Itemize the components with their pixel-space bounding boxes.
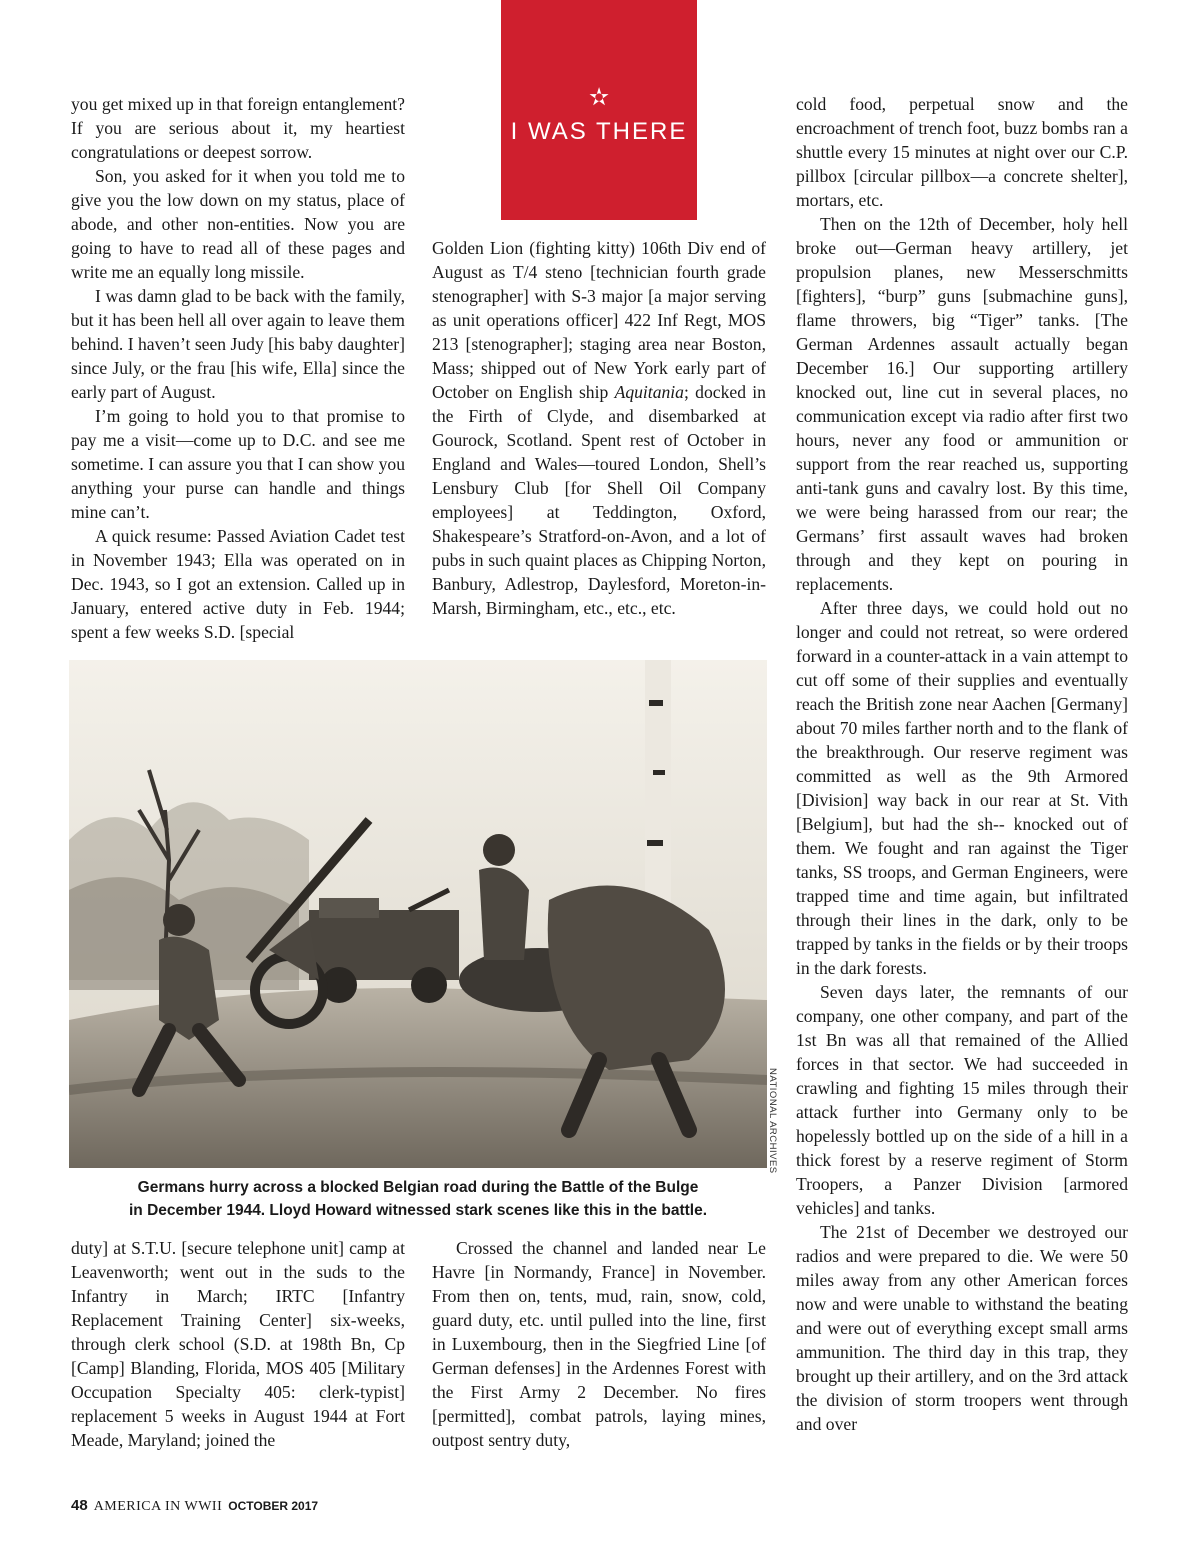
photo-credit xyxy=(764,1068,804,1174)
paragraph: cold food, perpetual snow and the encroachment of trench foot, buzz bombs ran a shuttle every 15 minutes at night over our C.P. pillbox [circular pillbox—a concrete shelter], mortars, etc. xyxy=(796,94,1128,210)
paragraph: I was damn glad to be back with the family, but it has been hell all over again to leave them behind. I haven’t seen Judy [his baby daughter] since July, or the frau [his wife, Ella] since the early part of August. xyxy=(71,286,405,402)
ship-name: Aquitania xyxy=(614,382,684,402)
column-1-bottom xyxy=(71,1236,405,1452)
paragraph: The 21st of December we destroyed our radios and were prepared to die. We were 50 miles away from any other American forces now and were unable to withstand the beating and were out of everything except small arms ammunition. The third day in this trap, they brought up their artillery, and on the 3rd attack the division of storm troopers went through and over xyxy=(796,1222,1128,1434)
column-2-bottom xyxy=(432,1236,766,1452)
paragraph: Crossed the channel and landed near Le Havre [in Normandy, France] in November. From then on, tents, mud, rain, snow, cold, guard duty, etc. until pulled into the line, first in Luxembourg, then in the Siegfried Line [of German defenses] in the Ardennes Forest with the First Army 2 December. No fires [permitted], combat patrols, laying mines, outpost sentry duty, xyxy=(432,1238,766,1450)
section-banner xyxy=(501,0,697,220)
paragraph: After three days, we could hold out no longer and could not retreat, so were ordered forward in a counter-attack in a vain attempt to cut off some of their supplies and eventually reach the British zone near Aachen [Germany] about 70 miles farther north and to the flank of the breakthrough. Our reserve regiment was committed as well as the 9th Armored [Division] way back in our rear at St. Vith [Belgium], but had the sh-- knocked out of them. We fought and ran against the Tiger tanks, SS troops, and German Engineers, were trapped time and time again, but infiltrated through their lines in the dark, only to be trapped by tanks in the fields or by their troops in the dark forests. xyxy=(796,598,1128,978)
paragraph: duty] at S.T.U. [secure telephone unit] camp at Leavenworth; went out in the suds to the Infantry in March; IRTC [Infantry Replacement Training Center] six-weeks, through clerk school (S.D. at 198th Bn, Cp [Camp] Blanding, Florida, MOS 405 [Military Occupation Specialty 405: clerk-typist] replacement 5 weeks in August 1944 at Fort Meade, Maryland; joined the xyxy=(71,1238,405,1450)
paragraph: A quick resume: Passed Aviation Cadet test in November 1943; Ella was operated on in Dec. 1943, so I got an extension. Called up in January, entered active duty in Feb. 1944; spent a few weeks S.D. [special xyxy=(71,526,405,642)
photo-caption xyxy=(69,1176,767,1222)
photo-credit-text: NATIONAL ARCHIVES xyxy=(767,1068,778,1174)
photo-illustration xyxy=(69,660,767,1168)
paragraph xyxy=(432,236,766,620)
text-run: ; docked in the Firth of Clyde, and disembarked at Gourock, Scotland. Spent rest of October in England and Wales—toured London, Shell’s Lensbury Club [for Shell Oil Company employees] at Teddington, Oxford, Shakespeare’s Stratford-on-Avon, and a lot of pubs in such quaint places as Chipping Norton, Banbury, Adlestrop, Daylesford, Moreton-in-Marsh, Birmingham, etc., etc., etc. xyxy=(432,382,766,618)
page-number: 48 xyxy=(71,1497,88,1514)
paragraph: I’m going to hold you to that promise to pay me a visit—come up to D.C. and see me sometime. I can assure you that I can show you anything your purse can handle and things mine can’t. xyxy=(71,406,405,522)
star-icon: ✫ xyxy=(588,85,610,111)
column-2-top xyxy=(432,236,766,620)
paragraph: you get mixed up in that foreign entanglement? If you are serious about it, my heartiest congratulations or deepest sorrow. xyxy=(71,94,405,162)
issue-date: OCTOBER 2017 xyxy=(228,1499,319,1513)
caption-line: Germans hurry across a blocked Belgian road during the Battle of the Bulge xyxy=(137,1179,699,1196)
paragraph: Son, you asked for it when you told me to give you the low down on my status, place of abode, and other non-entities. Now you are going to have to read all of these pages and write me an equally long missile. xyxy=(71,166,405,282)
column-3 xyxy=(796,92,1128,1436)
text-run: Golden Lion (fighting kitty) 106th Div end of August as T/4 steno [technician fourth grade stenographer] with S-3 major [a major serving as unit operations officer] 422 Inf Regt, MOS 213 [stenographer]; staging area near Boston, Mass; shipped out of New York early part of October on English ship xyxy=(432,238,766,402)
caption-line: in December 1944. Lloyd Howard witnessed stark scenes like this in the battle. xyxy=(128,1202,707,1219)
paragraph: Seven days later, the remnants of our company, one other company, and part of the 1st Bn was all that remained of the Allied forces in that sector. We had succeeded in crawling and fighting 15 miles through their attack further into Germany only to be hopelessly bottled up on the side of a hill in a thick forest by a reserve regiment of Storm Troopers, a Panzer Division [armored vehicles] and tanks. xyxy=(796,982,1128,1218)
paragraph: Then on the 12th of December, holy hell broke out—German heavy artillery, jet propulsion planes, new Messerschmitts [fighters], “burp” guns [submachine guns], flame throwers, big “Tiger” tanks. [The German Ardennes assault actually began December 16.] Our supporting artillery knocked out, line cut in several places, no communication except via radio after first two hours, never any food or ammunition or support from the rear reached us, supporting anti-tank guns and cavalry lost. By this time, we were being harassed from our rear; the Germans’ first assault waves had broken through and they kept on pouring in replacements. xyxy=(796,214,1128,594)
column-1-top xyxy=(71,92,405,644)
section-title: I WAS THERE xyxy=(510,118,688,145)
magazine-name: AMERICA IN WWII xyxy=(93,1499,223,1514)
battle-photo xyxy=(69,660,767,1168)
page-footer xyxy=(71,1497,318,1515)
